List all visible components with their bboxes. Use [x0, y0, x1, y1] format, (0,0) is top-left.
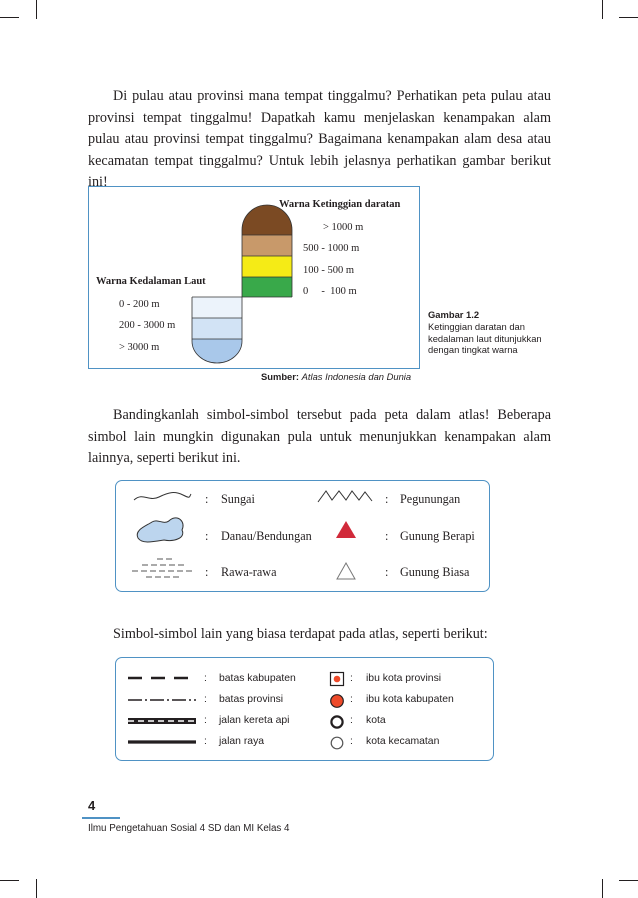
- legend-separator: :: [350, 694, 353, 705]
- legend-label-province-border: batas provinsi: [219, 694, 284, 705]
- intro-paragraph: Di pulau atau provinsi mana tempat tinggalmu? Perhatikan peta pulau atau provinsi tempat tinggalmu! Dapatkah kamu menjelaskan kenampakan alam pulau atau provinsi tempat tinggalmu? Bagaimana kenampakan alam desa atau kecamatan tempat tinggalmu? Untuk lebih jelasnya perhatikan gambar berikut ini!: [88, 88, 551, 190]
- city-icon: [329, 714, 345, 730]
- volcano-icon: [335, 520, 357, 540]
- crop-mark-bottom-left-v: [36, 879, 37, 898]
- legend-separator: :: [350, 673, 353, 684]
- crop-mark-bottom-right-h: [619, 880, 638, 881]
- legend-separator: :: [204, 694, 207, 705]
- crop-mark-bottom-right-v: [602, 879, 603, 898]
- legend-label-mountain: Gunung Biasa: [400, 565, 470, 579]
- river-icon: [133, 488, 193, 506]
- other-symbols-paragraph-block: [88, 624, 551, 646]
- legend-separator: :: [204, 673, 207, 684]
- legend-separator: :: [204, 715, 207, 726]
- figure-source: [261, 371, 411, 382]
- provincial-capital-icon: [329, 671, 345, 687]
- sea-band-above-3000: [192, 339, 242, 363]
- mountain-range-icon: [316, 487, 376, 505]
- book-title: Ilmu Pengetahuan Sosial 4 SD dan MI Kelas 4: [88, 823, 290, 834]
- compare-paragraph: Bandingkanlah simbol-simbol tersebut pada peta dalam atlas! Beberapa simbol lain mungkin digunakan pula untuk menunjukkan kenampakan alam lainnya, seperti berikut ini.: [88, 407, 551, 466]
- elevation-depth-figure: [88, 186, 420, 382]
- legend-label-lake: Danau/Bendungan: [221, 529, 312, 543]
- footer-rule: [82, 817, 120, 819]
- legend-label-city: kota: [366, 715, 386, 726]
- legend-label-volcano: Gunung Berapi: [400, 529, 475, 543]
- sea-depth-title: Warna Kedalaman Laut: [96, 276, 206, 287]
- regency-border-icon: [126, 675, 198, 681]
- province-border-icon: [126, 697, 198, 703]
- legend-label-provincial-capital: ibu kota provinsi: [366, 673, 442, 684]
- land-level-label: 500 - 1000 m: [303, 243, 360, 254]
- sea-band-200-3000: [192, 318, 242, 339]
- sea-level-label: 0 - 200 m: [119, 299, 160, 310]
- legend-separator: :: [205, 565, 209, 579]
- crop-mark-bottom-left-h: [0, 880, 19, 881]
- legend-label-highway: jalan raya: [219, 736, 265, 747]
- lake-icon: [134, 514, 190, 544]
- legend-label-mountain-range: Pegunungan: [400, 492, 461, 506]
- legend-separator: :: [385, 492, 389, 506]
- intro-paragraph-block: [88, 86, 551, 194]
- land-elevation-title: Warna Ketinggian daratan: [279, 199, 401, 210]
- source-text: Atlas Indonesia dan Dunia: [301, 371, 412, 382]
- crop-mark-top-left-v: [36, 0, 37, 19]
- legend-separator: :: [385, 565, 389, 579]
- legend-separator: :: [350, 715, 353, 726]
- figure-caption: [428, 309, 556, 356]
- legend-separator: :: [385, 529, 389, 543]
- crop-mark-top-right-h: [619, 17, 638, 18]
- legend-label-regency-border: batas kabupaten: [219, 673, 296, 684]
- swamp-icon: [130, 555, 194, 581]
- legend-label-river: Sungai: [221, 492, 255, 506]
- crop-mark-top-left-h: [0, 17, 19, 18]
- land-band-500-1000: [242, 235, 292, 256]
- legend-separator: :: [350, 736, 353, 747]
- mountain-icon: [335, 561, 357, 581]
- land-band-100-500: [242, 256, 292, 277]
- page-number: 4: [88, 798, 96, 813]
- natural-features-legend: [115, 480, 490, 592]
- legend-label-railway: jalan kereta api: [219, 715, 290, 726]
- legend-separator: :: [204, 736, 207, 747]
- highway-icon: [126, 739, 198, 745]
- land-level-label: 0 - 100 m: [303, 286, 357, 297]
- caption-text: Ketinggian daratan dan kedalaman laut ditunjukkan dengan tingkat warna: [428, 320, 542, 356]
- sea-band-0-200: [192, 297, 242, 318]
- regency-capital-icon: [329, 693, 345, 709]
- caption-title: Gambar 1.2: [428, 309, 480, 320]
- compare-paragraph-block: [88, 405, 551, 470]
- sea-level-label: 200 - 3000 m: [119, 320, 176, 331]
- legend-label-regency-capital: ibu kota kabupaten: [366, 694, 454, 705]
- crop-mark-top-right-v: [602, 0, 603, 19]
- land-level-label: > 1000 m: [323, 222, 364, 233]
- land-level-label: 100 - 500 m: [303, 265, 355, 276]
- legend-label-swamp: Rawa-rawa: [221, 565, 277, 579]
- legend-label-district-town: kota kecamatan: [366, 736, 440, 747]
- railway-icon: [126, 717, 198, 725]
- district-town-icon: [329, 735, 345, 751]
- legend-separator: :: [205, 529, 209, 543]
- sea-level-label: > 3000 m: [119, 342, 160, 353]
- map-symbols-legend: [115, 657, 494, 761]
- legend-separator: :: [205, 492, 209, 506]
- source-label: Sumber:: [261, 371, 300, 382]
- other-symbols-paragraph: Simbol-simbol lain yang biasa terdapat pada atlas, seperti berikut:: [113, 626, 488, 642]
- land-band-0-100: [242, 277, 292, 297]
